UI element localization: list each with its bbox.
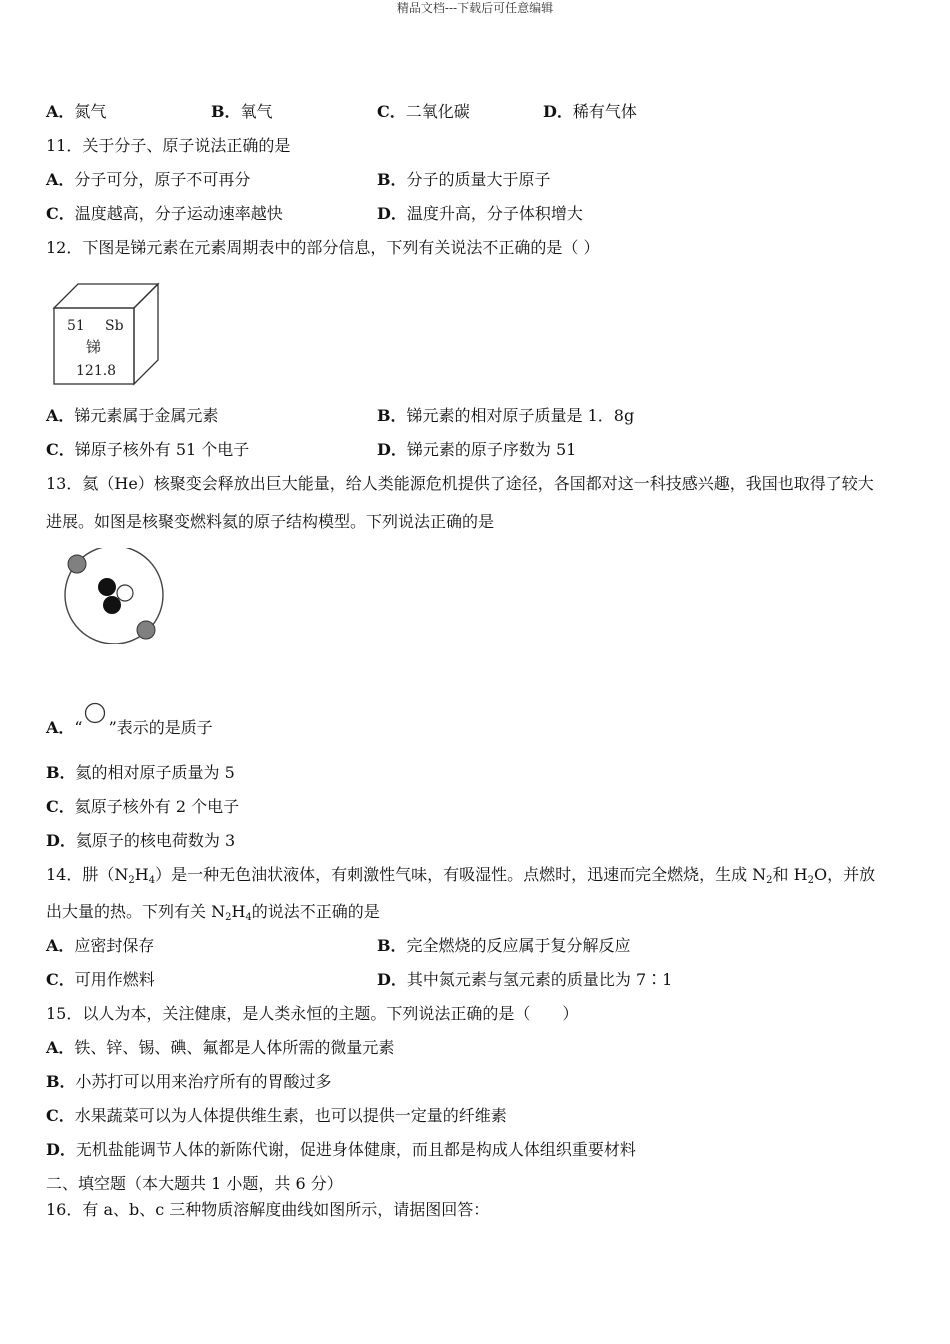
q12-option-d[interactable] <box>377 439 576 461</box>
option-label: A． <box>46 718 75 737</box>
option-label: C． <box>377 102 406 121</box>
option-text: 温度越高，分子运动速率越快 <box>74 204 283 223</box>
option-label: B． <box>377 406 407 425</box>
helium-atom-model <box>60 548 172 644</box>
q14-stem-line1 <box>46 864 875 886</box>
option-label: D． <box>377 970 407 989</box>
option-text: 氮气 <box>74 102 107 121</box>
subscript: 2 <box>807 875 814 886</box>
option-text: 分子可分，原子不可再分 <box>74 170 251 189</box>
option-label: C． <box>46 1106 75 1125</box>
electron <box>68 555 86 573</box>
option-label: B． <box>46 763 76 782</box>
section-heading: 二、填空题（本大题共 1 小题，共 6 分） <box>46 1174 343 1193</box>
q14-option-d[interactable] <box>377 969 672 991</box>
q13-option-d[interactable] <box>46 830 235 852</box>
q15-option-c[interactable] <box>46 1105 507 1127</box>
q13-option-a[interactable] <box>46 715 213 739</box>
option-text: 小苏打可以用来治疗所有的胃酸过多 <box>75 1072 332 1091</box>
option-label: B． <box>377 936 407 955</box>
q13-stem-line1: 13．氦（He）核聚变会释放出巨大能量，给人类能源危机提供了途径，各国都对这一科技感兴趣，我国也取得了较大 <box>46 474 874 493</box>
option-label: C． <box>46 970 75 989</box>
q16-stem: 16．有 a、b、c 三种物质溶解度曲线如图所示，请据图回答： <box>46 1200 490 1219</box>
quote-open: “ <box>74 718 83 737</box>
option-label: A． <box>46 406 75 425</box>
page-header: 精品文档---下载后可任意编辑 <box>396 1 554 15</box>
option-text: 可用作燃料 <box>74 970 155 989</box>
q15-option-b[interactable] <box>46 1071 332 1093</box>
option-label: B． <box>46 1072 76 1091</box>
option-label: D． <box>46 831 76 850</box>
neutron-symbol-drawing <box>83 702 109 726</box>
option-label: C． <box>46 440 75 459</box>
neutron <box>117 585 133 601</box>
option-label: C． <box>46 204 75 223</box>
q15-stem: 15．以人为本，关注健康，是人类永恒的主题。下列说法正确的是（ ） <box>46 1004 579 1023</box>
q15-option-d[interactable] <box>46 1139 636 1161</box>
option-label: A． <box>46 1038 75 1057</box>
element-cell-figure <box>50 280 162 388</box>
q14-option-c[interactable] <box>46 969 155 991</box>
option-text: 稀有气体 <box>572 102 637 121</box>
option-text: 氦原子的核电荷数为 3 <box>75 831 236 850</box>
option-text: 完全燃烧的反应属于复分解反应 <box>406 936 631 955</box>
element-number: 51 <box>67 318 85 334</box>
q11-option-d[interactable] <box>377 203 583 225</box>
option-label: A． <box>46 170 75 189</box>
q10-option-c[interactable] <box>377 101 470 123</box>
q14-stem-line2 <box>46 901 380 923</box>
option-text: 二氧化碳 <box>405 102 470 121</box>
q12-stem: 12．下图是锑元素在元素周期表中的部分信息，下列有关说法不正确的是（ ） <box>46 238 600 257</box>
q12-option-a[interactable] <box>46 405 218 427</box>
option-label: A． <box>46 102 75 121</box>
stem-text: 和 H <box>772 865 808 884</box>
q11-option-a[interactable] <box>46 169 250 191</box>
option-label: C． <box>46 797 75 816</box>
stem-text: 的说法不正确的是 <box>251 902 380 921</box>
subscript: 4 <box>245 912 252 923</box>
option-text: 无机盐能调节人体的新陈代谢，促进身体健康，而且都是构成人体组织重要材料 <box>75 1140 636 1159</box>
option-text: 锑原子核外有 51 个电子 <box>74 440 250 459</box>
proton <box>103 596 121 614</box>
option-text: 氦原子核外有 2 个电子 <box>74 797 240 816</box>
q12-option-b[interactable] <box>377 405 634 427</box>
stem-text: H <box>134 865 149 884</box>
stem-text: 出大量的热。下列有关 N <box>46 902 226 921</box>
option-label: D． <box>46 1140 76 1159</box>
option-label: D． <box>377 204 407 223</box>
option-text: 应密封保存 <box>74 936 155 955</box>
proton <box>98 578 116 596</box>
option-text: 锑元素属于金属元素 <box>74 406 219 425</box>
stem-text: 14．肼（N <box>46 865 129 884</box>
element-symbol: Sb <box>105 318 124 334</box>
q11-stem: 11．关于分子、原子说法正确的是 <box>46 136 291 155</box>
subscript: 4 <box>148 875 156 886</box>
option-text: 铁、锌、锡、碘、氟都是人体所需的微量元素 <box>74 1038 395 1057</box>
option-label: B． <box>377 170 407 189</box>
option-label: A． <box>46 936 75 955</box>
q11-option-c[interactable] <box>46 203 283 225</box>
option-text: 氧气 <box>240 102 273 121</box>
subscript: 2 <box>128 875 135 886</box>
stem-text: H <box>231 902 246 921</box>
q10-option-d[interactable] <box>543 101 637 123</box>
subscript: 2 <box>225 912 232 923</box>
option-text: 其中氮元素与氢元素的质量比为 7∶1 <box>406 970 673 989</box>
subscript: 2 <box>766 875 773 886</box>
option-text: 氦的相对原子质量为 5 <box>75 763 235 782</box>
q10-option-a[interactable] <box>46 101 106 123</box>
option-text: ”表示的是质子 <box>108 718 213 737</box>
option-text: 锑元素的原子序数为 51 <box>406 440 577 459</box>
element-mass: 121.8 <box>76 363 117 379</box>
option-text: 温度升高，分子体积增大 <box>406 204 583 223</box>
option-text: 锑元素的相对原子质量是 1．8g <box>406 406 635 425</box>
q14-option-b[interactable] <box>377 935 631 957</box>
electron <box>137 621 155 639</box>
q13-stem-line2: 进展。如图是核聚变燃料氦的原子结构模型。下列说法正确的是 <box>46 512 495 531</box>
stem-text: O，并放 <box>813 865 876 884</box>
stem-text: ）是一种无色油状液体，有刺激性气味，有吸湿性。点燃时，迅速而完全燃烧，生成 N <box>155 865 767 884</box>
q10-option-b[interactable] <box>211 101 273 123</box>
option-text: 水果蔬菜可以为人体提供维生素，也可以提供一定量的纤维素 <box>74 1106 507 1125</box>
q13-option-c[interactable] <box>46 796 239 818</box>
element-name: 锑 <box>86 338 102 356</box>
q13-option-b[interactable] <box>46 762 235 784</box>
q15-option-a[interactable] <box>46 1037 394 1059</box>
q14-option-a[interactable] <box>46 935 154 957</box>
option-text: 分子的质量大于原子 <box>406 170 551 189</box>
option-label: B． <box>211 102 241 121</box>
option-label: D． <box>377 440 407 459</box>
option-label: D． <box>543 102 573 121</box>
q11-option-b[interactable] <box>377 169 551 191</box>
q12-option-c[interactable] <box>46 439 249 461</box>
